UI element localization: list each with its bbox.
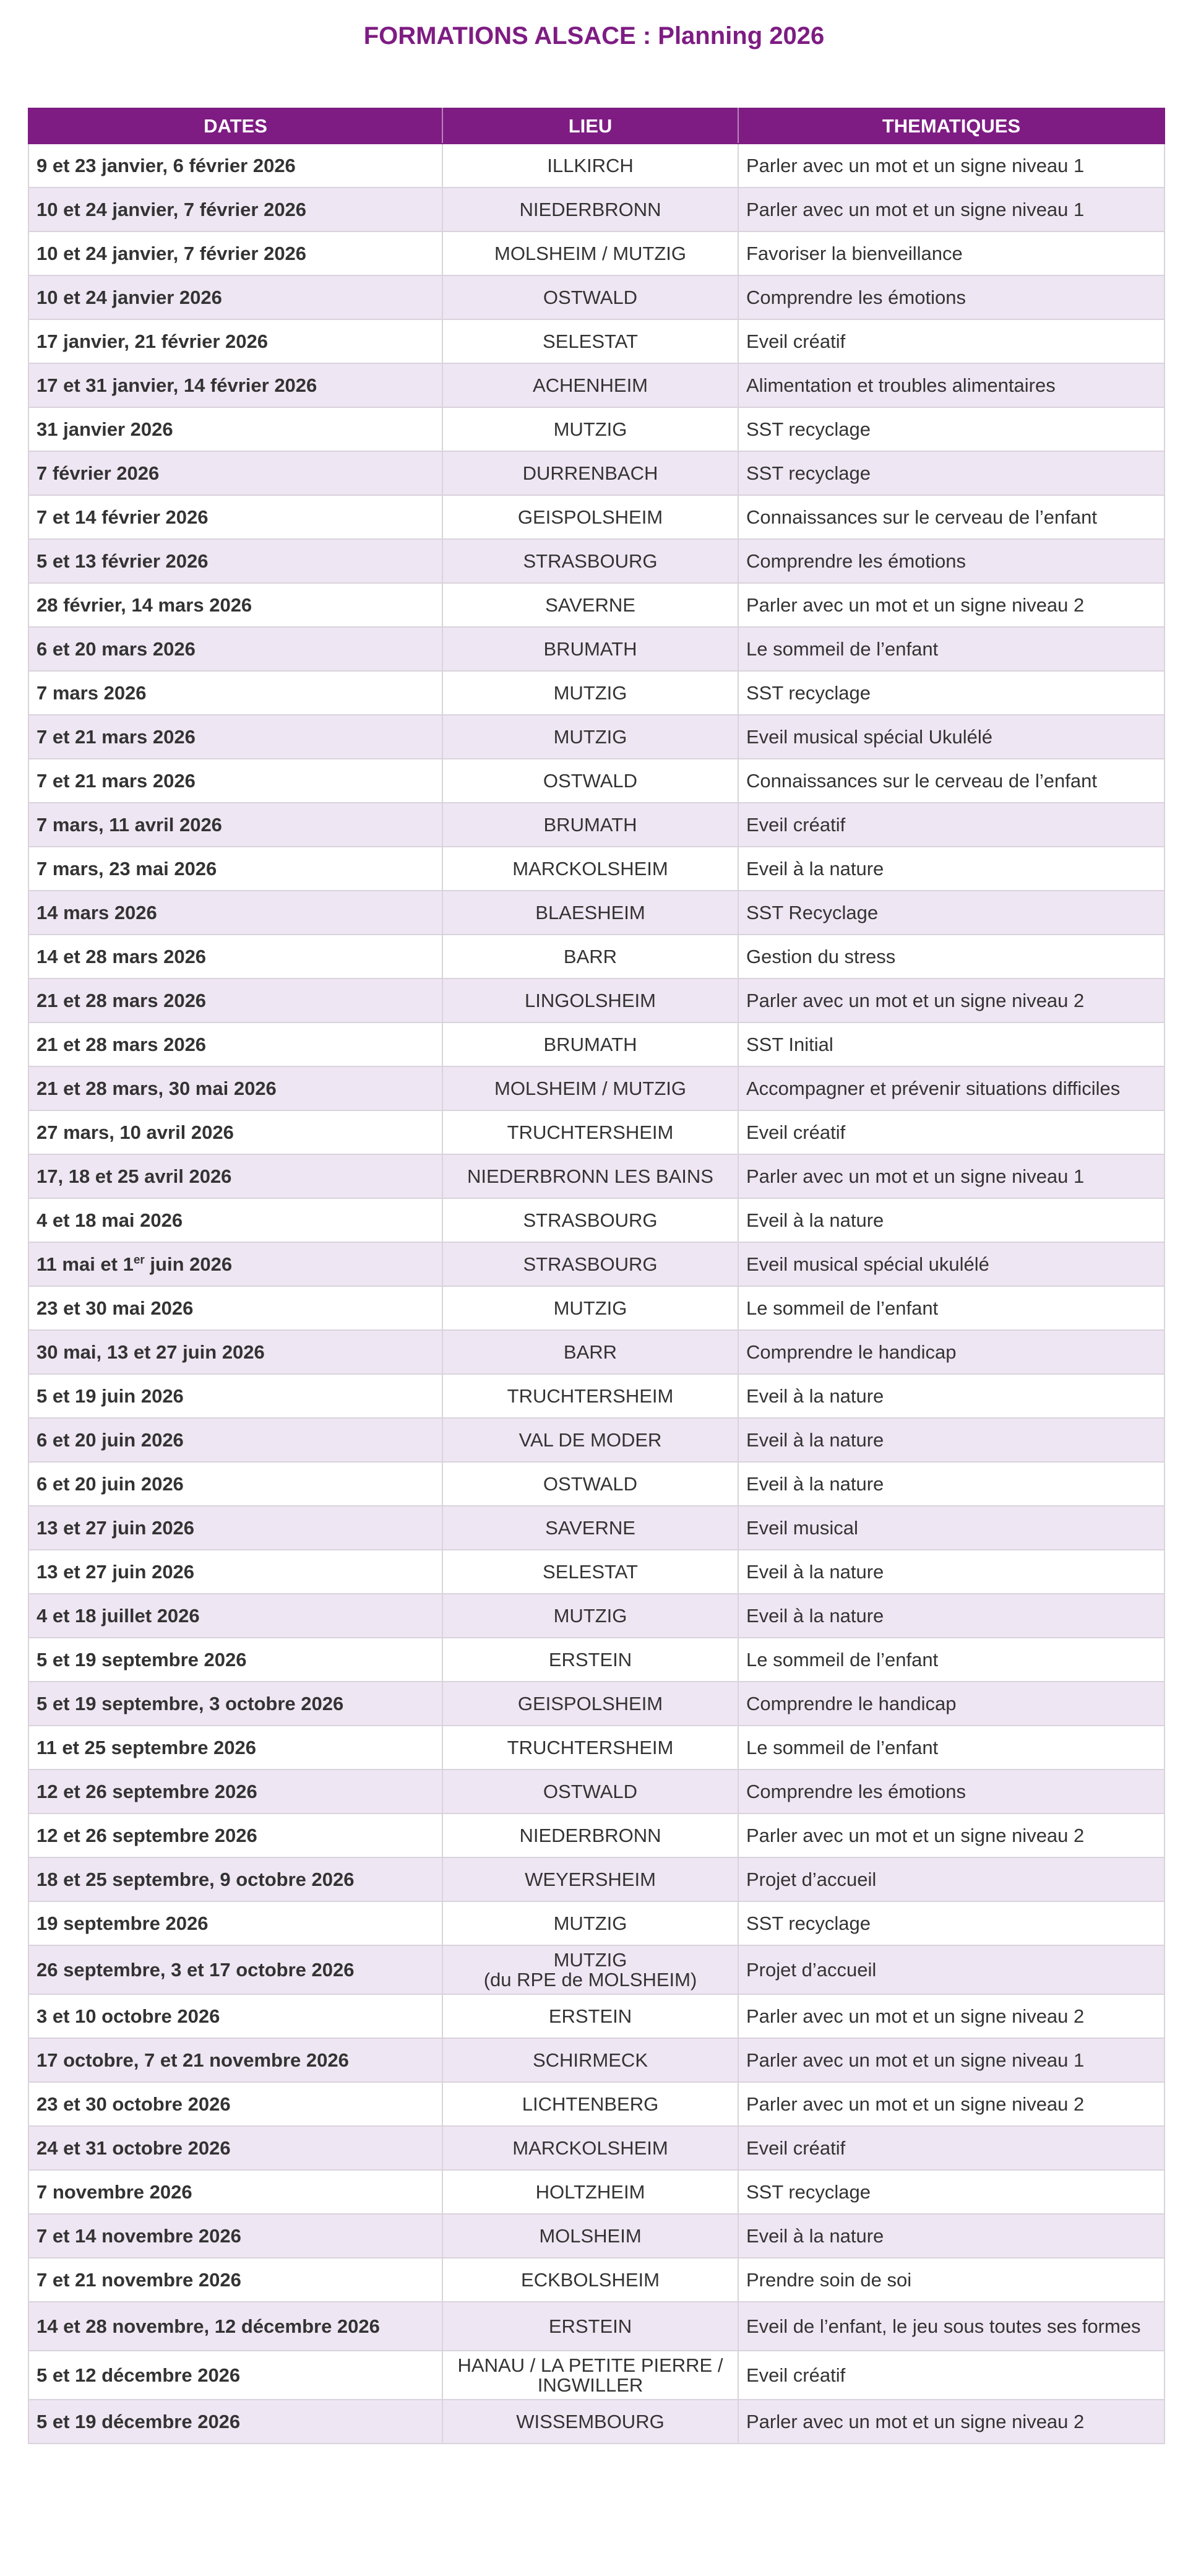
cell-date: 28 février, 14 mars 2026: [28, 583, 442, 627]
cell-thematique: Eveil musical spécial ukulélé: [738, 1242, 1164, 1286]
table-row: [28, 2126, 1164, 2170]
table-row: [28, 2302, 1164, 2351]
cell-date: 30 mai, 13 et 27 juin 2026: [28, 1330, 442, 1374]
table-row: [28, 1770, 1164, 1813]
cell-date-superscript: er: [133, 1253, 145, 1267]
column-header-thematiques: THEMATIQUES: [738, 108, 1164, 144]
cell-lieu: MUTZIG: [442, 1594, 738, 1638]
table-row: [28, 1022, 1164, 1066]
cell-lieu: TRUCHTERSHEIM: [442, 1726, 738, 1770]
cell-thematique: Eveil à la nature: [738, 1594, 1164, 1638]
cell-date: 24 et 31 octobre 2026: [28, 2126, 442, 2170]
cell-date: 7 et 21 mars 2026: [28, 715, 442, 759]
planning-table: [28, 108, 1165, 2444]
cell-date: 17 janvier, 21 février 2026: [28, 319, 442, 363]
table-row: [28, 1550, 1164, 1594]
table-row: [28, 539, 1164, 583]
cell-thematique: SST Recyclage: [738, 891, 1164, 935]
cell-date: 7 novembre 2026: [28, 2170, 442, 2214]
cell-lieu: NIEDERBRONN: [442, 1813, 738, 1857]
table-row: [28, 759, 1164, 803]
cell-date: 4 et 18 juillet 2026: [28, 1594, 442, 1638]
cell-lieu: MUTZIG (du RPE de MOLSHEIM): [442, 1945, 738, 1994]
table-row: [28, 2038, 1164, 2082]
cell-thematique: Eveil créatif: [738, 1110, 1164, 1154]
cell-thematique: Eveil à la nature: [738, 2214, 1164, 2258]
cell-date: 5 et 19 juin 2026: [28, 1374, 442, 1418]
table-row: [28, 1594, 1164, 1638]
cell-lieu: BARR: [442, 935, 738, 979]
cell-thematique: Comprendre le handicap: [738, 1330, 1164, 1374]
cell-lieu: HANAU / LA PETITE PIERRE / INGWILLER: [442, 2351, 738, 2400]
table-row: [28, 1638, 1164, 1682]
cell-lieu: BRUMATH: [442, 1022, 738, 1066]
cell-lieu: MUTZIG: [442, 1286, 738, 1330]
cell-lieu: NIEDERBRONN: [442, 188, 738, 231]
cell-lieu: LICHTENBERG: [442, 2082, 738, 2126]
table-row: [28, 891, 1164, 935]
cell-thematique: Parler avec un mot et un signe niveau 1: [738, 1154, 1164, 1198]
cell-date-text-after: juin 2026: [144, 1253, 233, 1275]
table-row: [28, 1110, 1164, 1154]
cell-thematique: Parler avec un mot et un signe niveau 2: [738, 1813, 1164, 1857]
page-title: FORMATIONS ALSACE : Planning 2026: [363, 22, 825, 50]
cell-date: 6 et 20 juin 2026: [28, 1418, 442, 1462]
cell-thematique: Parler avec un mot et un signe niveau 2: [738, 2082, 1164, 2126]
table-row: [28, 715, 1164, 759]
cell-date: 7 mars, 11 avril 2026: [28, 803, 442, 847]
cell-thematique: Favoriser la bienveillance: [738, 231, 1164, 275]
table-row: [28, 1418, 1164, 1462]
cell-lieu: OSTWALD: [442, 1462, 738, 1506]
cell-thematique: Parler avec un mot et un signe niveau 1: [738, 188, 1164, 231]
cell-date: 17, 18 et 25 avril 2026: [28, 1154, 442, 1198]
cell-date: 23 et 30 octobre 2026: [28, 2082, 442, 2126]
cell-thematique: Le sommeil de l’enfant: [738, 1286, 1164, 1330]
table-row: [28, 847, 1164, 891]
cell-date: 26 septembre, 3 et 17 octobre 2026: [28, 1945, 442, 1994]
cell-thematique: Eveil à la nature: [738, 1374, 1164, 1418]
cell-date: 12 et 26 septembre 2026: [28, 1813, 442, 1857]
cell-thematique: Eveil musical spécial Ukulélé: [738, 715, 1164, 759]
table-row: [28, 2400, 1164, 2444]
cell-lieu: HOLTZHEIM: [442, 2170, 738, 2214]
table-row: [28, 1462, 1164, 1506]
table-row: [28, 671, 1164, 715]
cell-date: 3 et 10 octobre 2026: [28, 1994, 442, 2038]
cell-lieu: SAVERNE: [442, 1506, 738, 1550]
table-row: [28, 363, 1164, 407]
table-row: [28, 803, 1164, 847]
cell-date: 17 et 31 janvier, 14 février 2026: [28, 363, 442, 407]
cell-date: 18 et 25 septembre, 9 octobre 2026: [28, 1857, 442, 1901]
cell-date: 21 et 28 mars 2026: [28, 1022, 442, 1066]
cell-lieu: SAVERNE: [442, 583, 738, 627]
cell-thematique: Eveil créatif: [738, 2351, 1164, 2400]
cell-date: 31 janvier 2026: [28, 407, 442, 451]
cell-thematique: Connaissances sur le cerveau de l’enfant: [738, 495, 1164, 539]
table-row: [28, 1506, 1164, 1550]
cell-thematique: Le sommeil de l’enfant: [738, 1638, 1164, 1682]
table-row: [28, 979, 1164, 1022]
table-row: [28, 1994, 1164, 2038]
table-row: [28, 1242, 1164, 1286]
table-row: [28, 144, 1164, 188]
cell-thematique: Parler avec un mot et un signe niveau 2: [738, 2400, 1164, 2444]
cell-lieu: MUTZIG: [442, 671, 738, 715]
cell-date: 14 et 28 novembre, 12 décembre 2026: [28, 2302, 442, 2351]
cell-lieu: ERSTEIN: [442, 2302, 738, 2351]
cell-lieu: SCHIRMECK: [442, 2038, 738, 2082]
cell-lieu: ACHENHEIM: [442, 363, 738, 407]
cell-date: 14 mars 2026: [28, 891, 442, 935]
cell-date: 7 et 14 novembre 2026: [28, 2214, 442, 2258]
table-row: [28, 231, 1164, 275]
cell-thematique: Prendre soin de soi: [738, 2258, 1164, 2302]
cell-thematique: Eveil à la nature: [738, 847, 1164, 891]
cell-thematique: Eveil à la nature: [738, 1198, 1164, 1242]
table-row: [28, 1813, 1164, 1857]
cell-date: 23 et 30 mai 2026: [28, 1286, 442, 1330]
cell-date: 17 octobre, 7 et 21 novembre 2026: [28, 2038, 442, 2082]
cell-lieu: OSTWALD: [442, 759, 738, 803]
table-row: [28, 583, 1164, 627]
cell-date: 7 et 14 février 2026: [28, 495, 442, 539]
cell-date: 7 et 21 novembre 2026: [28, 2258, 442, 2302]
cell-date: 4 et 18 mai 2026: [28, 1198, 442, 1242]
cell-date: 7 mars, 23 mai 2026: [28, 847, 442, 891]
cell-thematique: Parler avec un mot et un signe niveau 1: [738, 2038, 1164, 2082]
cell-date: 5 et 12 décembre 2026: [28, 2351, 442, 2400]
cell-thematique: Comprendre les émotions: [738, 275, 1164, 319]
cell-lieu: BRUMATH: [442, 627, 738, 671]
cell-date: 9 et 23 janvier, 6 février 2026: [28, 144, 442, 188]
cell-date-text: 11 mai et 1: [37, 1253, 134, 1275]
cell-lieu: ERSTEIN: [442, 1994, 738, 2038]
cell-lieu: BARR: [442, 1330, 738, 1374]
cell-thematique: Projet d’accueil: [738, 1945, 1164, 1994]
cell-lieu: SELESTAT: [442, 319, 738, 363]
table-row: [28, 495, 1164, 539]
cell-lieu: BRUMATH: [442, 803, 738, 847]
cell-date: 5 et 19 décembre 2026: [28, 2400, 442, 2444]
cell-date: 7 février 2026: [28, 451, 442, 495]
cell-thematique: Parler avec un mot et un signe niveau 1: [738, 144, 1164, 188]
table-row: [28, 2214, 1164, 2258]
cell-thematique: Eveil à la nature: [738, 1550, 1164, 1594]
cell-lieu: MUTZIG: [442, 1901, 738, 1945]
cell-thematique: Eveil créatif: [738, 803, 1164, 847]
cell-lieu: STRASBOURG: [442, 1242, 738, 1286]
cell-date: 5 et 19 septembre, 3 octobre 2026: [28, 1682, 442, 1726]
table-row: [28, 275, 1164, 319]
cell-date: 7 et 21 mars 2026: [28, 759, 442, 803]
table-row: [28, 1945, 1164, 1994]
cell-date: 10 et 24 janvier 2026: [28, 275, 442, 319]
cell-thematique: Eveil musical: [738, 1506, 1164, 1550]
cell-thematique: Eveil à la nature: [738, 1418, 1164, 1462]
cell-thematique: Eveil créatif: [738, 2126, 1164, 2170]
cell-thematique: Le sommeil de l’enfant: [738, 627, 1164, 671]
cell-thematique: Projet d’accueil: [738, 1857, 1164, 1901]
table-row: [28, 2170, 1164, 2214]
table-row: [28, 935, 1164, 979]
cell-thematique: SST recyclage: [738, 2170, 1164, 2214]
cell-lieu: ECKBOLSHEIM: [442, 2258, 738, 2302]
cell-lieu: DURRENBACH: [442, 451, 738, 495]
cell-lieu: OSTWALD: [442, 275, 738, 319]
cell-thematique: Eveil à la nature: [738, 1462, 1164, 1506]
table-body: [28, 144, 1164, 2444]
cell-thematique: Parler avec un mot et un signe niveau 2: [738, 583, 1164, 627]
cell-thematique: Eveil créatif: [738, 319, 1164, 363]
cell-lieu: VAL DE MODER: [442, 1418, 738, 1462]
table-row: [28, 1901, 1164, 1945]
table-row: [28, 2258, 1164, 2302]
cell-thematique: Comprendre les émotions: [738, 539, 1164, 583]
table-row: [28, 1330, 1164, 1374]
cell-thematique: SST recyclage: [738, 671, 1164, 715]
table-row: [28, 1286, 1164, 1330]
cell-thematique: SST Initial: [738, 1022, 1164, 1066]
table-row: [28, 188, 1164, 231]
table-row: [28, 1198, 1164, 1242]
cell-date: 7 mars 2026: [28, 671, 442, 715]
cell-date: 21 et 28 mars 2026: [28, 979, 442, 1022]
table-row: [28, 2082, 1164, 2126]
cell-lieu: MARCKOLSHEIM: [442, 2126, 738, 2170]
table-row: [28, 1682, 1164, 1726]
cell-thematique: Parler avec un mot et un signe niveau 2: [738, 979, 1164, 1022]
table-row: [28, 1154, 1164, 1198]
cell-date: 10 et 24 janvier, 7 février 2026: [28, 231, 442, 275]
cell-date: 6 et 20 mars 2026: [28, 627, 442, 671]
column-header-dates: DATES: [28, 108, 442, 144]
cell-date: 14 et 28 mars 2026: [28, 935, 442, 979]
cell-lieu: MOLSHEIM / MUTZIG: [442, 231, 738, 275]
cell-date: 11 et 25 septembre 2026: [28, 1726, 442, 1770]
cell-date: 19 septembre 2026: [28, 1901, 442, 1945]
cell-date: 5 et 13 février 2026: [28, 539, 442, 583]
cell-lieu: STRASBOURG: [442, 1198, 738, 1242]
table-row: [28, 407, 1164, 451]
cell-lieu: TRUCHTERSHEIM: [442, 1374, 738, 1418]
cell-thematique: Alimentation et troubles alimentaires: [738, 363, 1164, 407]
cell-lieu: MOLSHEIM: [442, 2214, 738, 2258]
cell-thematique: SST recyclage: [738, 1901, 1164, 1945]
cell-thematique: Accompagner et prévenir situations difficiles: [738, 1066, 1164, 1110]
cell-lieu: MUTZIG: [442, 407, 738, 451]
table-row: [28, 2351, 1164, 2400]
cell-thematique: SST recyclage: [738, 451, 1164, 495]
cell-thematique: Comprendre le handicap: [738, 1682, 1164, 1726]
cell-date: 5 et 19 septembre 2026: [28, 1638, 442, 1682]
cell-date: 12 et 26 septembre 2026: [28, 1770, 442, 1813]
table-row: [28, 1066, 1164, 1110]
table-row: [28, 1726, 1164, 1770]
cell-date: 13 et 27 juin 2026: [28, 1550, 442, 1594]
cell-date: 10 et 24 janvier, 7 février 2026: [28, 188, 442, 231]
cell-date: [28, 1242, 442, 1286]
cell-lieu: TRUCHTERSHEIM: [442, 1110, 738, 1154]
cell-date: 6 et 20 juin 2026: [28, 1462, 442, 1506]
cell-thematique: Gestion du stress: [738, 935, 1164, 979]
table-row: [28, 627, 1164, 671]
cell-thematique: Le sommeil de l’enfant: [738, 1726, 1164, 1770]
cell-lieu: BLAESHEIM: [442, 891, 738, 935]
table-row: [28, 1374, 1164, 1418]
table-header-row: [28, 108, 1164, 144]
cell-lieu: GEISPOLSHEIM: [442, 495, 738, 539]
table-row: [28, 319, 1164, 363]
cell-lieu: STRASBOURG: [442, 539, 738, 583]
cell-lieu: MOLSHEIM / MUTZIG: [442, 1066, 738, 1110]
cell-lieu: MUTZIG: [442, 715, 738, 759]
cell-lieu: WEYERSHEIM: [442, 1857, 738, 1901]
cell-lieu: ILLKIRCH: [442, 144, 738, 188]
cell-lieu: SELESTAT: [442, 1550, 738, 1594]
table-row: [28, 1857, 1164, 1901]
cell-lieu: WISSEMBOURG: [442, 2400, 738, 2444]
cell-date: 27 mars, 10 avril 2026: [28, 1110, 442, 1154]
cell-thematique: SST recyclage: [738, 407, 1164, 451]
cell-lieu: LINGOLSHEIM: [442, 979, 738, 1022]
table-row: [28, 451, 1164, 495]
cell-thematique: Connaissances sur le cerveau de l’enfant: [738, 759, 1164, 803]
cell-lieu: ERSTEIN: [442, 1638, 738, 1682]
cell-date: 13 et 27 juin 2026: [28, 1506, 442, 1550]
cell-lieu: GEISPOLSHEIM: [442, 1682, 738, 1726]
cell-lieu: OSTWALD: [442, 1770, 738, 1813]
cell-lieu: NIEDERBRONN LES BAINS: [442, 1154, 738, 1198]
column-header-lieu: LIEU: [442, 108, 738, 144]
cell-thematique: Eveil de l’enfant, le jeu sous toutes ses formes: [738, 2302, 1164, 2351]
cell-thematique: Parler avec un mot et un signe niveau 2: [738, 1994, 1164, 2038]
cell-date: 21 et 28 mars, 30 mai 2026: [28, 1066, 442, 1110]
cell-thematique: Comprendre les émotions: [738, 1770, 1164, 1813]
cell-lieu: MARCKOLSHEIM: [442, 847, 738, 891]
